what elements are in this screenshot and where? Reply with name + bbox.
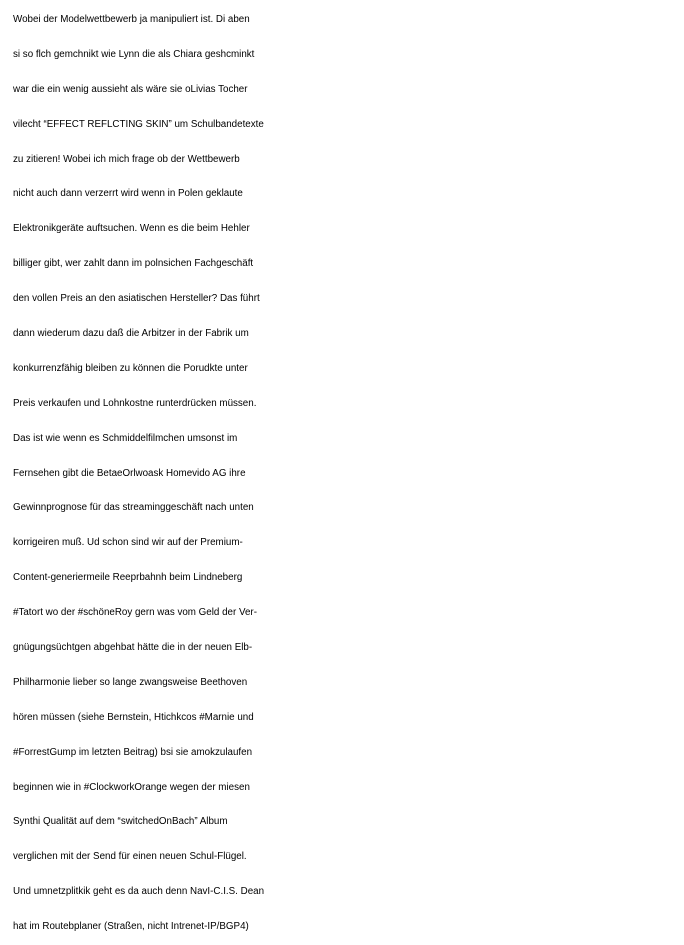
- text-line: beginnen wie in #ClockworkOrange wegen der miesen: [13, 781, 250, 793]
- text-line: Content-generiermeile Reeprbahnh beim Lindneberg: [13, 572, 243, 584]
- text-line: korrigeiren muß. Ud schon sind wir auf der Premium-: [13, 537, 243, 549]
- text-line: Synthi Qualität auf dem “switchedOnBach” Album: [13, 816, 228, 828]
- text-body: [13, 3, 683, 945]
- text-line: #Tatort wo der #schöneRoy gern was vom Geld der Ver-: [13, 607, 257, 619]
- text-line: Preis verkaufen und Lohnkostne runterdrücken müssen.: [13, 397, 257, 409]
- text-line: nicht auch dann verzerrt wird wenn in Polen geklaute: [13, 188, 243, 200]
- text-line: Elektronikgeräte auftsuchen. Wenn es die beim Hehler: [13, 223, 250, 235]
- text-line: Das ist wie wenn es Schmiddelfilmchen umsonst im: [13, 432, 238, 444]
- text-line: #ForrestGump im letzten Beitrag) bsi sie amokzulaufen: [13, 746, 253, 758]
- text-line: dann wiederum dazu daß die Arbitzer in der Fabrik um: [13, 328, 249, 340]
- text-line: Fernsehen gibt die BetaeOrlwoask Homevido AG ihre: [13, 467, 246, 479]
- text-line: verglichen mit der Send für einen neuen Schul-Flügel.: [13, 851, 247, 863]
- text-line: vilecht “EFFECT REFLCTING SKIN” um Schulbandetexte: [13, 118, 264, 130]
- text-line: billiger gibt, wer zahlt dann im polnsichen Fachgeschäft: [13, 258, 254, 270]
- text-line: Gewinnprognose für das streaminggeschäft nach unten: [13, 502, 254, 514]
- text-line: si so flch gemchnikt wie Lynn die als Chiara geshcminkt: [13, 48, 255, 60]
- text-line: den vollen Preis an den asiatischen Hersteller? Das führt: [13, 293, 260, 305]
- text-line: gnügungsüchtgen abgehbat hätte die in der neuen Elb-: [13, 642, 253, 654]
- text-line: hat im Routebplaner (Straßen, nicht Intrenet-IP/BGP4): [13, 921, 249, 933]
- text-line: Philharmonie lieber so lange zwangsweise Beethoven: [13, 676, 248, 688]
- text-line: Und umnetzplitkik geht es da auch denn NavI-C.I.S. Dean: [13, 886, 265, 898]
- text-line: Wobei der Modelwettbewerb ja manipuliert ist. Di aben: [13, 14, 250, 25]
- text-line: konkurrenzfähig bleiben zu können die Porudkte unter: [13, 362, 248, 374]
- text-line: zu zitieren! Wobei ich mich frage ob der Wettbewerb: [13, 153, 240, 165]
- text-line: war die ein wenig aussieht als wäre sie oLivias Tocher: [13, 83, 248, 95]
- text-line: hören müssen (siehe Bernstein, Htichkcos #Marnie und: [13, 711, 254, 723]
